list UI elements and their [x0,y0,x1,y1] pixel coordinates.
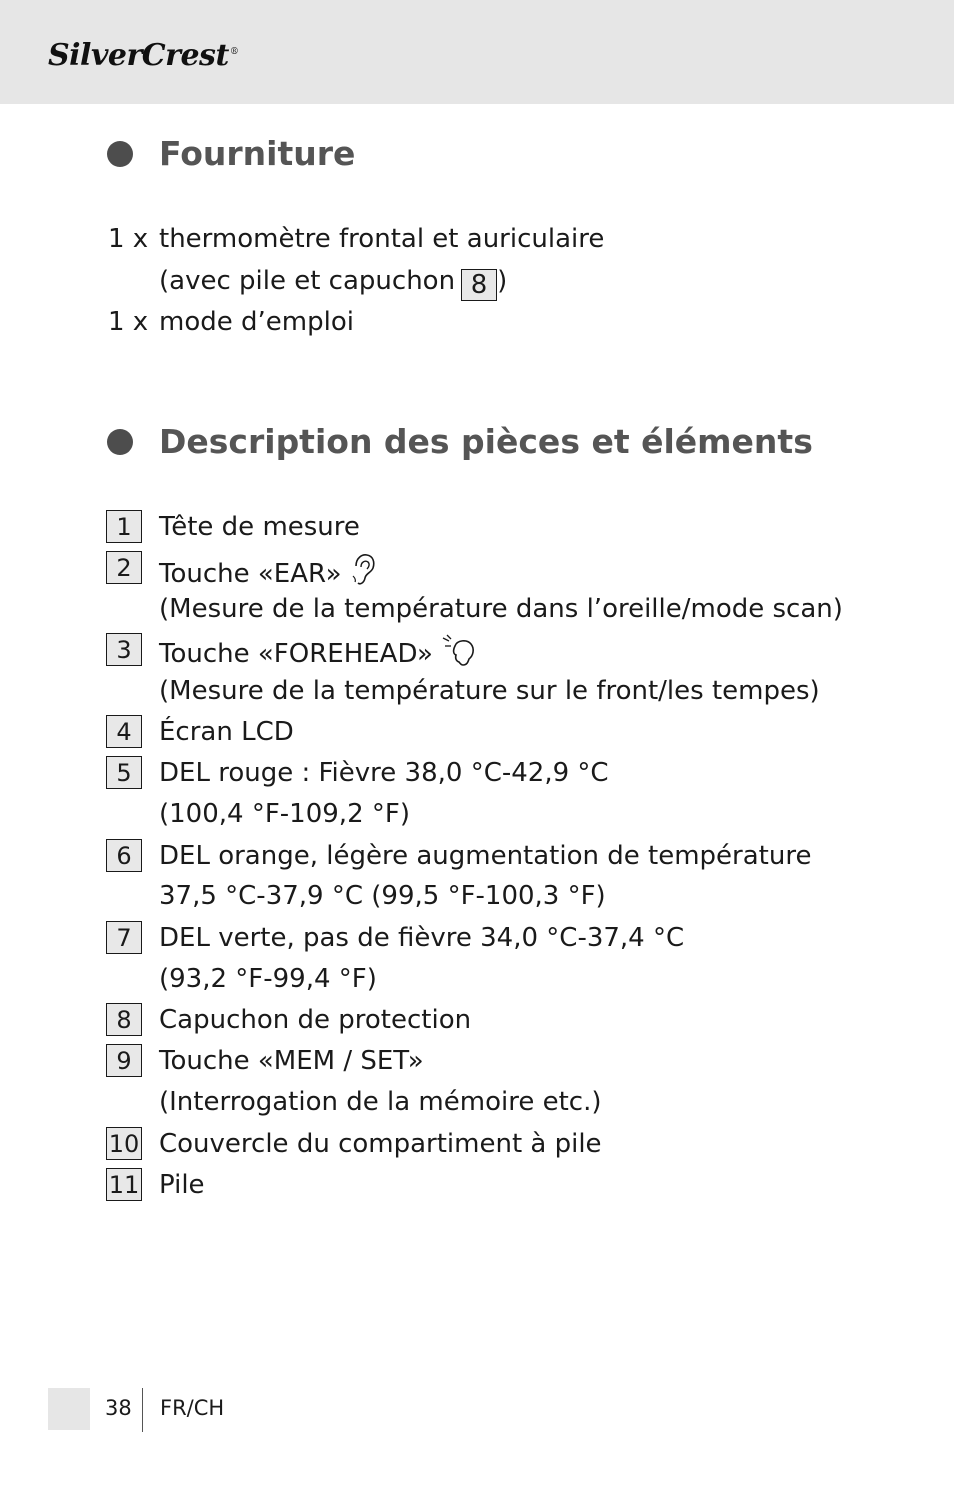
part-number: 3 [106,633,142,666]
part-label: Pile [159,1170,205,1200]
section-title-description [107,422,813,461]
part-description: 37,5 °C-37,9 °C (99,5 °F-100,3 °F) [159,881,606,911]
forehead-icon [441,634,477,676]
part-number: 7 [106,921,142,954]
supply-item-text: thermomètre frontal et auriculaire [159,224,605,254]
part-label: DEL verte, pas de fièvre 34,0 °C-37,4 °C [159,923,685,953]
part-number: 4 [106,715,142,748]
part-label: Capuchon de protection [159,1005,472,1035]
part-number: 6 [106,839,142,872]
section-bullet-icon [107,429,133,455]
ear-icon [350,552,376,596]
part-description: (93,2 °F-99,4 °F) [159,964,377,994]
part-label: DEL orange, légère augmentation de température [159,841,812,871]
footer-divider [142,1388,143,1432]
page-header [0,0,954,104]
part-number: 10 [106,1127,142,1160]
footer-marker [48,1388,90,1430]
part-number: 2 [106,551,142,584]
language-code: FR/CH [160,1396,225,1420]
part-label [159,552,376,596]
supply-qty: 1 x [108,224,149,254]
part-number: 9 [106,1044,142,1077]
section-title-text: Fourniture [159,134,356,173]
section-title-text: Description des pièces et éléments [159,422,813,461]
part-label-text: Touche «EAR» [159,559,342,589]
part-description: (Mesure de la température dans l’oreille/mode scan) [159,594,843,624]
part-description: (100,4 °F-109,2 °F) [159,799,410,829]
part-label: Tête de mesure [159,512,360,542]
section-bullet-icon [107,141,133,167]
brand-name: SilverCrest [48,38,229,73]
part-label: Écran LCD [159,717,294,747]
brand-logo [48,38,238,73]
part-number: 11 [106,1168,142,1201]
registered-mark: ® [229,47,239,57]
supply-item-line: (avec pile et capuchon [159,266,456,296]
supply-item-text: mode d’emploi [159,307,354,337]
part-label: DEL rouge : Fièvre 38,0 °C-42,9 °C [159,758,609,788]
part-label: Couvercle du compartiment à pile [159,1129,602,1159]
part-description: (Mesure de la température sur le front/les tempes) [159,676,820,706]
page-number: 38 [105,1396,132,1420]
part-label: Touche «MEM / SET» [159,1046,424,1076]
part-number: 8 [106,1003,142,1036]
part-number-ref: 8 [461,269,497,301]
part-description: (Interrogation de la mémoire etc.) [159,1087,602,1117]
part-number: 1 [106,510,142,543]
closing-paren: ) [497,266,508,296]
supply-qty: 1 x [108,307,149,337]
supply-item-text [159,265,507,301]
part-label-text: Touche «FOREHEAD» [159,639,433,669]
part-label [159,634,477,676]
section-title-supply [107,134,355,173]
part-number: 5 [106,756,142,789]
